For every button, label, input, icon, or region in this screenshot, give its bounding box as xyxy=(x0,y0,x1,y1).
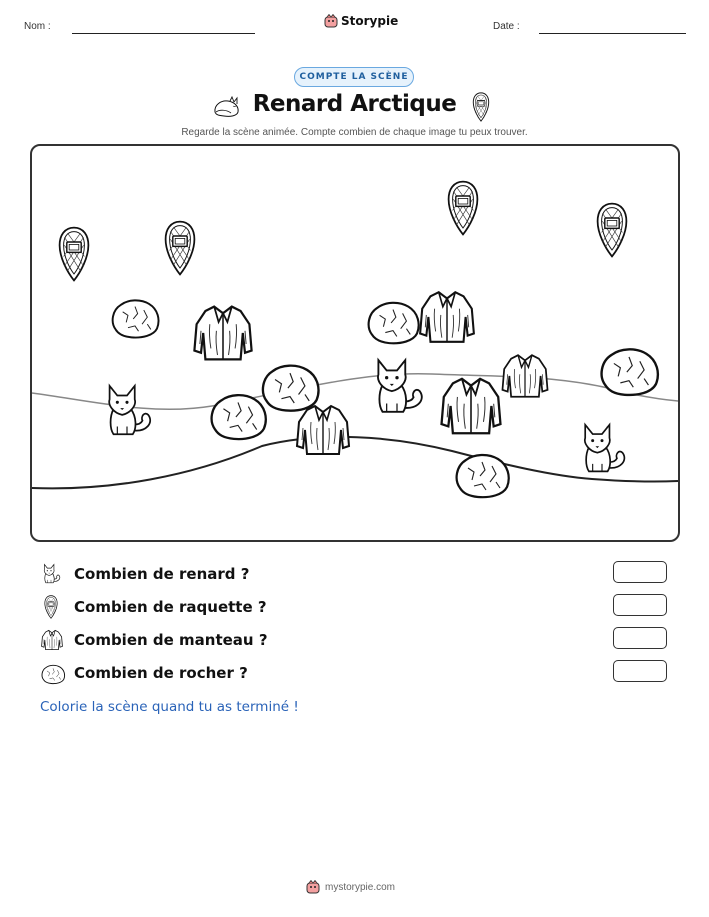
rock xyxy=(113,300,159,337)
brand-logo xyxy=(324,14,398,28)
question-text: Combien de manteau ? xyxy=(74,631,268,649)
name-line[interactable] xyxy=(72,33,255,34)
rock xyxy=(457,455,509,497)
rock xyxy=(263,366,319,411)
page-title: Renard Arctique xyxy=(252,91,457,117)
question-snowshoe xyxy=(40,595,670,619)
snowshoe xyxy=(598,204,627,257)
footer xyxy=(306,880,395,894)
question-coat xyxy=(40,628,670,652)
coat xyxy=(502,355,547,397)
rock xyxy=(212,395,266,439)
title-row xyxy=(0,91,709,125)
answer-box-coat[interactable] xyxy=(613,627,667,649)
hill-front-line xyxy=(32,437,678,488)
rock xyxy=(369,303,419,344)
fox xyxy=(585,425,625,472)
fox xyxy=(378,360,422,412)
question-text: Combien de rocher ? xyxy=(74,664,248,682)
storypie-footer-icon xyxy=(306,880,320,894)
date-label: Date : xyxy=(493,21,520,32)
question-text: Combien de raquette ? xyxy=(74,598,267,616)
question-text: Combien de renard ? xyxy=(74,565,250,583)
date-line[interactable] xyxy=(539,33,686,34)
rock xyxy=(602,349,658,395)
answer-box-fox[interactable] xyxy=(613,561,667,583)
fox xyxy=(109,386,150,434)
coat xyxy=(194,307,251,360)
coloring-instruction: Colorie la scène quand tu as terminé ! xyxy=(40,699,299,715)
coat xyxy=(420,292,474,342)
question-fox xyxy=(40,562,670,586)
brand-name: Storypie xyxy=(341,14,399,28)
instructions: Regarde la scène animée. Compte combien de chaque image tu peux trouver. xyxy=(181,127,528,138)
snowshoe xyxy=(60,228,89,281)
answer-box-snowshoe[interactable] xyxy=(613,594,667,616)
storypie-logo-icon xyxy=(324,14,338,28)
coat-icon xyxy=(40,628,64,652)
name-label: Nom : xyxy=(24,21,51,32)
snowshoe-title-icon xyxy=(472,92,490,122)
answer-box-rock[interactable] xyxy=(613,660,667,682)
coat xyxy=(297,406,349,454)
snowshoe xyxy=(449,182,478,235)
question-rock xyxy=(40,661,670,685)
coat xyxy=(442,379,501,433)
snowshoe xyxy=(166,222,195,275)
section-badge: COMPTE LA SCÈNE xyxy=(294,67,414,87)
footer-url[interactable]: mystorypie.com xyxy=(325,881,396,893)
snowshoe-icon xyxy=(44,595,58,619)
rock-icon xyxy=(40,663,66,685)
counting-scene xyxy=(30,144,680,542)
fox-icon xyxy=(40,562,62,586)
